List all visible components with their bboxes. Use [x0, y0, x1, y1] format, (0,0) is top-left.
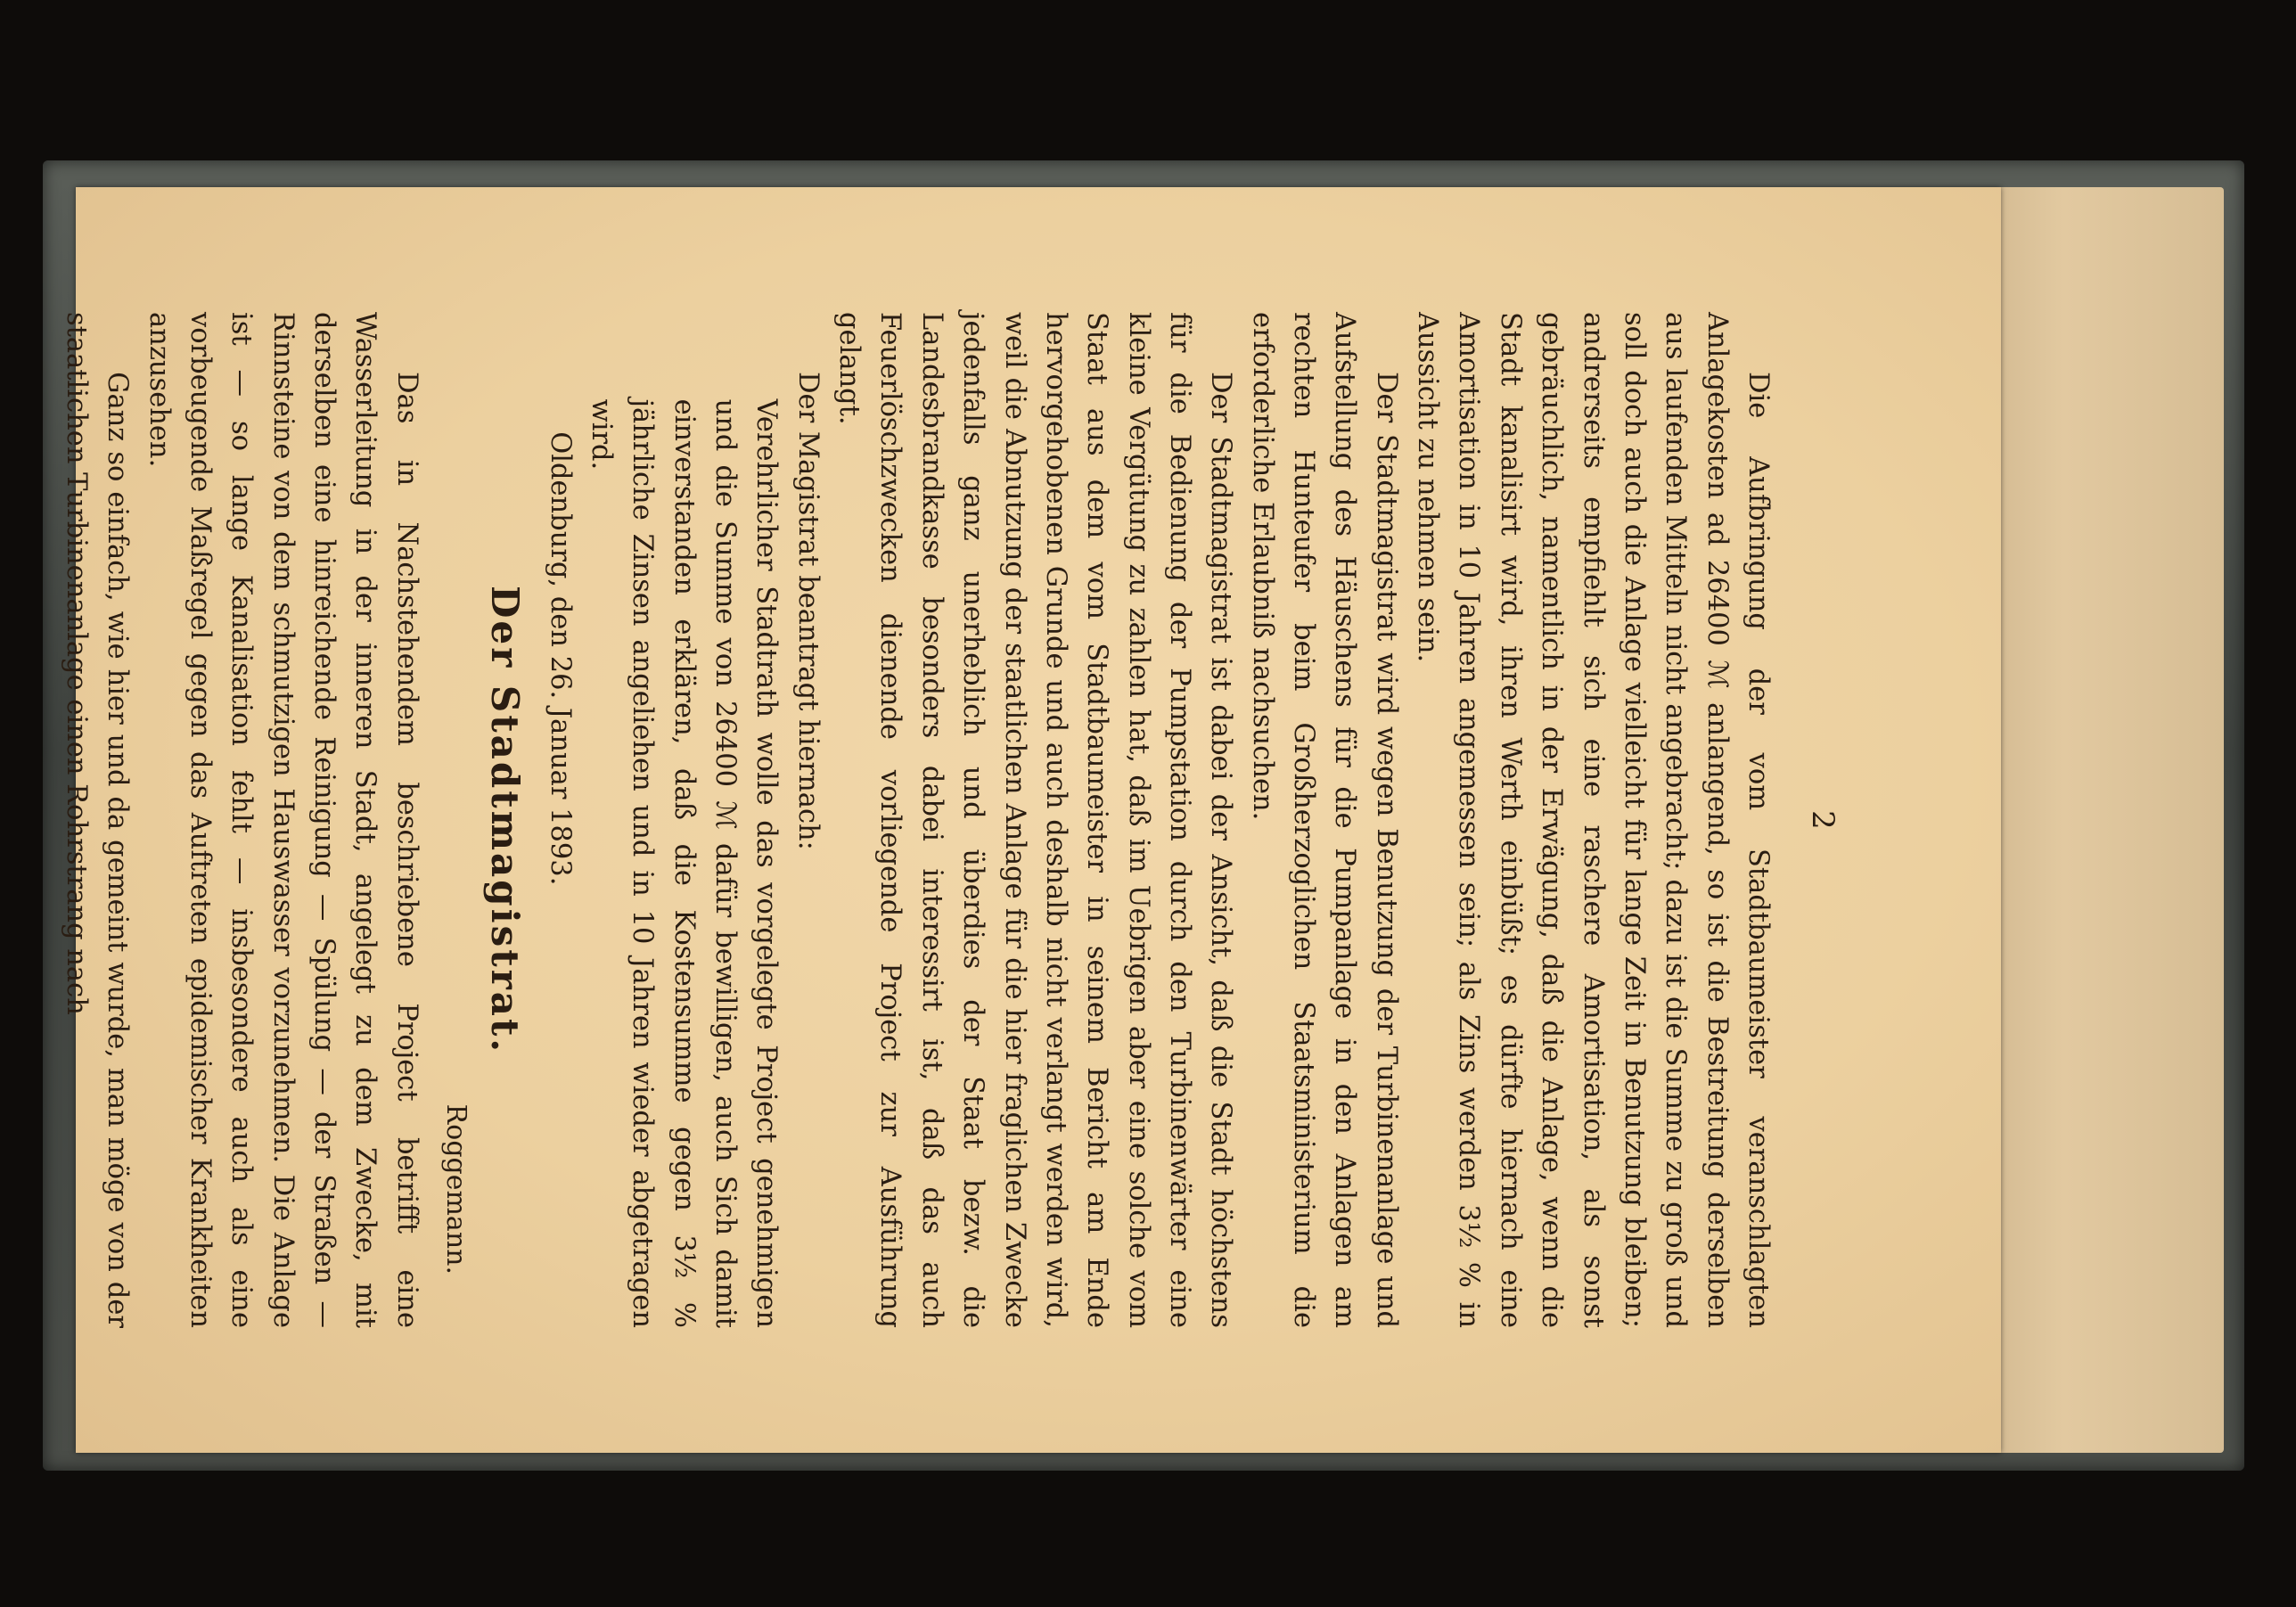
page-number: 2	[1805, 810, 1841, 830]
body-text	[55, 312, 1778, 1328]
paragraph: Das in Nachstehendem beschriebene Project betrifft eine Wasserleitung in der inneren Stadt, angelegt zu dem Zwecke, mit derselben eine hinreichende Reinigung — Spülung — der Straßen — Rinnsteine von dem schmutzigen Hauswasser vorzunehmen. Die Anlage ist — so lange Kanalisation fehlt — insbesondere auch als eine vorbeugende Maßregel gegen das Auftreten epidemischer Krankheiten anzusehen.	[143, 312, 422, 1328]
page-content	[60, 250, 1876, 1390]
section-heading: Der Stadtmagistrat.	[483, 586, 528, 1054]
dateline: Oldenburg, den 26. Januar 1893.	[544, 431, 576, 886]
motion-text: Verehrlicher Stadtrath wolle das vorgelegte Project genehmigen und die Summe von 26400 ℳ dafür bewilligen, auch Sich damit einverstanden erklären, daß die Kostensumme gegen 3½ % jährliche Zinsen angeliehen und in 10 Jahren wieder abgetragen wird.	[585, 398, 783, 1328]
paragraph: Der Stadtmagistrat wird wegen Benutzung der Turbinenanlage und Aufstellung des Häuschens für die Pumpanlage in den Anlagen am rechten Hunteufer beim Großherzoglichen Staatsministerium die erforderliche Erlaubniß nachsuchen.	[1246, 312, 1402, 1328]
book-page	[60, 187, 2001, 1453]
paragraph: Ganz so einfach, wie hier und da gemeint wurde, man möge von der staatlichen Turbinenanlage einen Rohrstrang nach	[60, 312, 134, 1328]
paragraph: Der Stadtmagistrat ist dabei der Ansicht, daß die Stadt höchstens für die Bedienung der Pumpstation durch den Turbinenwärter eine kleine Vergütung zu zahlen hat, daß im Uebrigen aber eine solche vom Staat aus dem vom Stadtbaumeister in seinem Bericht am Ende hervorgehobenen Grunde und auch deshalb nicht verlangt werden wird, weil die Abnutzung der staatlichen Anlage für die hier fraglichen Zwecke jedenfalls ganz unerheblich und überdies der Staat bezw. die Landesbrandkasse besonders dabei interessirt ist, daß das auch Feuerlöschzwecken dienende vorliegende Project zur Ausführung gelangt.	[833, 312, 1237, 1328]
signature: Roggemann.	[440, 1103, 472, 1275]
paragraph: Der Magistrat beantragt hiernach:	[791, 372, 824, 850]
paragraph: Die Aufbringung der vom Stadtbaumeister veranschlagten Anlagekosten ad 26400 ℳ anlangend, so ist die Bestreitung derselben aus laufenden Mitteln nicht angebracht; dazu ist die Summe zu groß und soll doch auch die Anlage vielleicht für lange Zeit in Benutzung bleiben; andrerseits empfiehlt sich eine raschere Amortisation, als sonst gebräuchlich, namentlich in der Erwägung, daß die Anlage, wenn die Stadt kanalisirt wird, ihren Werth einbüßt; es dürfte hiernach eine Amortisation in 10 Jahren angemessen sein; als Zins werden 3½ % in Aussicht zu nehmen sein.	[1412, 312, 1774, 1328]
